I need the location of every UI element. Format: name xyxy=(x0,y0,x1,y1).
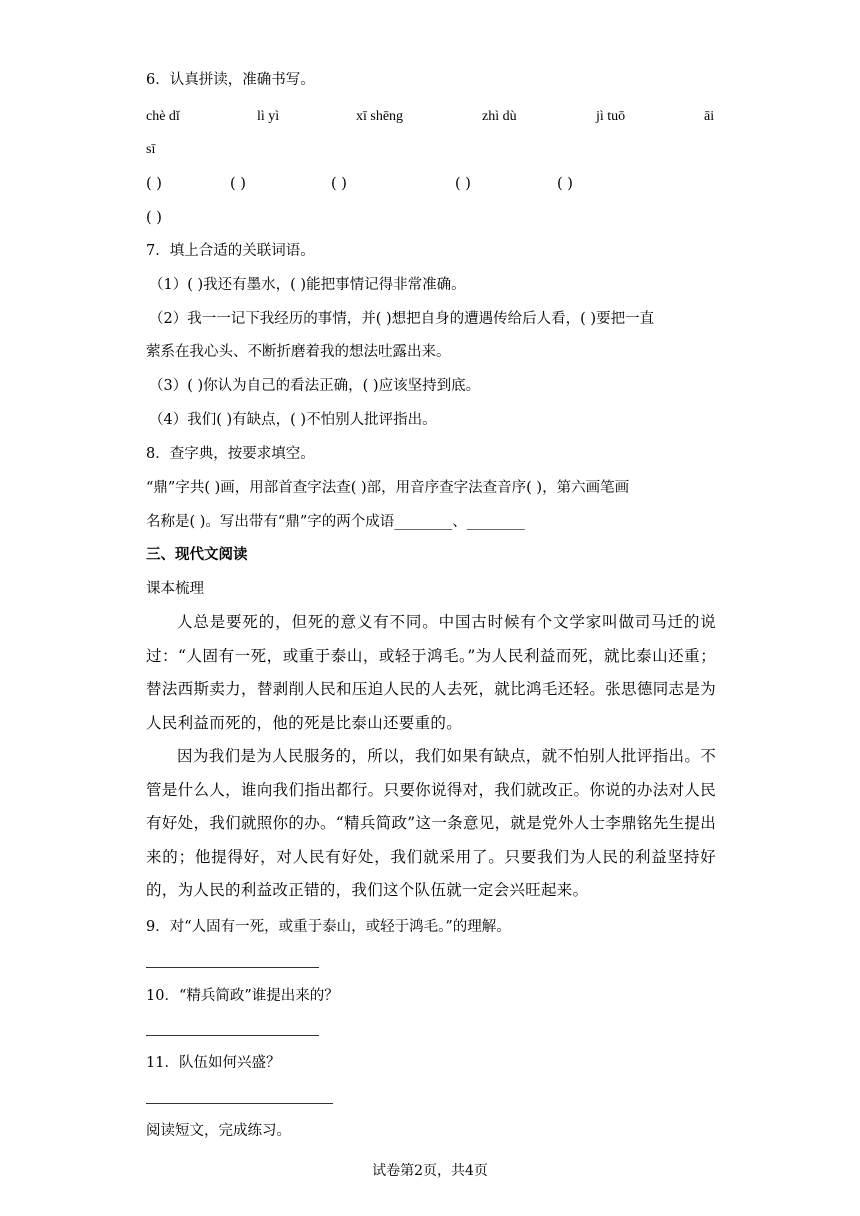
answer-box-6[interactable]: ( ) xyxy=(146,210,162,226)
pinyin-4: zhì dù xyxy=(482,109,517,124)
pinyin-3: xī shēng xyxy=(356,109,404,124)
answer-box-2[interactable]: ( ) xyxy=(230,176,246,192)
q7-item-1: （1）( )我还有墨水，( )能把事情记得非常准确。 xyxy=(149,277,466,293)
pinyin-2: lì yì xyxy=(257,109,280,124)
q9-answer-line[interactable] xyxy=(146,967,319,968)
section-title: 三、现代文阅读 xyxy=(146,546,248,563)
q11-answer-line[interactable] xyxy=(146,1103,333,1104)
q9-prompt: 9．对“人固有一死，或重于泰山，或轻于鸿毛。”的理解。 xyxy=(146,919,511,935)
passage-paragraph-2: 因为我们是为人民服务的，所以，我们如果有缺点，就不怕别人批评指出。不管是什么人，谁向我们指出都行。只要你说得对，我们就改正。你说的办法对人民有好处，我们就照你的办。“精兵简政”这一条意见，就是党外人士李鼎铭先生提出来的；他提得好，对人民有好处，我们就采用了。只要我们为人民的利益坚持好的，为人民的利益改正错的，我们这个队伍就一定会兴旺起来。 xyxy=(146,747,716,899)
section-subtitle: 课本梳理 xyxy=(146,581,204,597)
q6-title: 6．认真拼读，准确书写。 xyxy=(146,72,315,88)
q8-line-1: “鼎”字共( )画，用部首查字法查( )部，用音序查字法查音序( )，第六画笔画 xyxy=(146,480,630,496)
pinyin-5: jì tuō xyxy=(596,109,626,124)
q10-prompt: 10．“精兵简政”谁提出来的？ xyxy=(146,988,339,1004)
q7-item-2-cont: 萦系在我心头、不断折磨着我的想法吐露出来。 xyxy=(146,344,451,360)
answer-box-4[interactable]: ( ) xyxy=(455,176,471,192)
pinyin-1: chè dǐ xyxy=(146,109,180,124)
q7-item-4: （4）我们( )有缺点，( )不怕别人批评指出。 xyxy=(149,412,437,428)
answer-box-5[interactable]: ( ) xyxy=(557,176,573,192)
q8-title: 8．查字典，按要求填空。 xyxy=(146,446,315,462)
q10-answer-line[interactable] xyxy=(146,1035,319,1036)
answer-box-3[interactable]: ( ) xyxy=(331,176,347,192)
pinyin-6: āi xyxy=(704,109,715,124)
q11-prompt: 11．队伍如何兴盛？ xyxy=(146,1055,281,1071)
pinyin-7: sī xyxy=(146,142,156,157)
q8-line-2: 名称是( )。写出带有“鼎”字的两个成语________、________ xyxy=(146,514,525,530)
next-instruction: 阅读短文，完成练习。 xyxy=(146,1123,291,1139)
page-footer: 试卷第2页，共4页 xyxy=(372,1163,488,1179)
answer-box-1[interactable]: ( ) xyxy=(146,176,162,192)
q7-item-3: （3）( )你认为自己的看法正确，( )应该坚持到底。 xyxy=(149,378,481,394)
q7-title: 7．填上合适的关联词语。 xyxy=(146,243,315,259)
q7-item-2: （2）我一一记下我经历的事情，并( )想把自身的遭遇传给后人看，( )要把一直 xyxy=(149,311,655,327)
passage-paragraph-1: 人总是要死的，但死的意义有不同。中国古时候有个文学家叫做司马迁的说过：“人固有一死，或重于泰山，或轻于鸿毛。”为人民利益而死，就比泰山还重；替法西斯卖力，替剥削人民和压迫人民的人去死，就比鸿毛还轻。张思德同志是为人民利益而死的，他的死是比泰山还要重的。 xyxy=(146,613,716,732)
